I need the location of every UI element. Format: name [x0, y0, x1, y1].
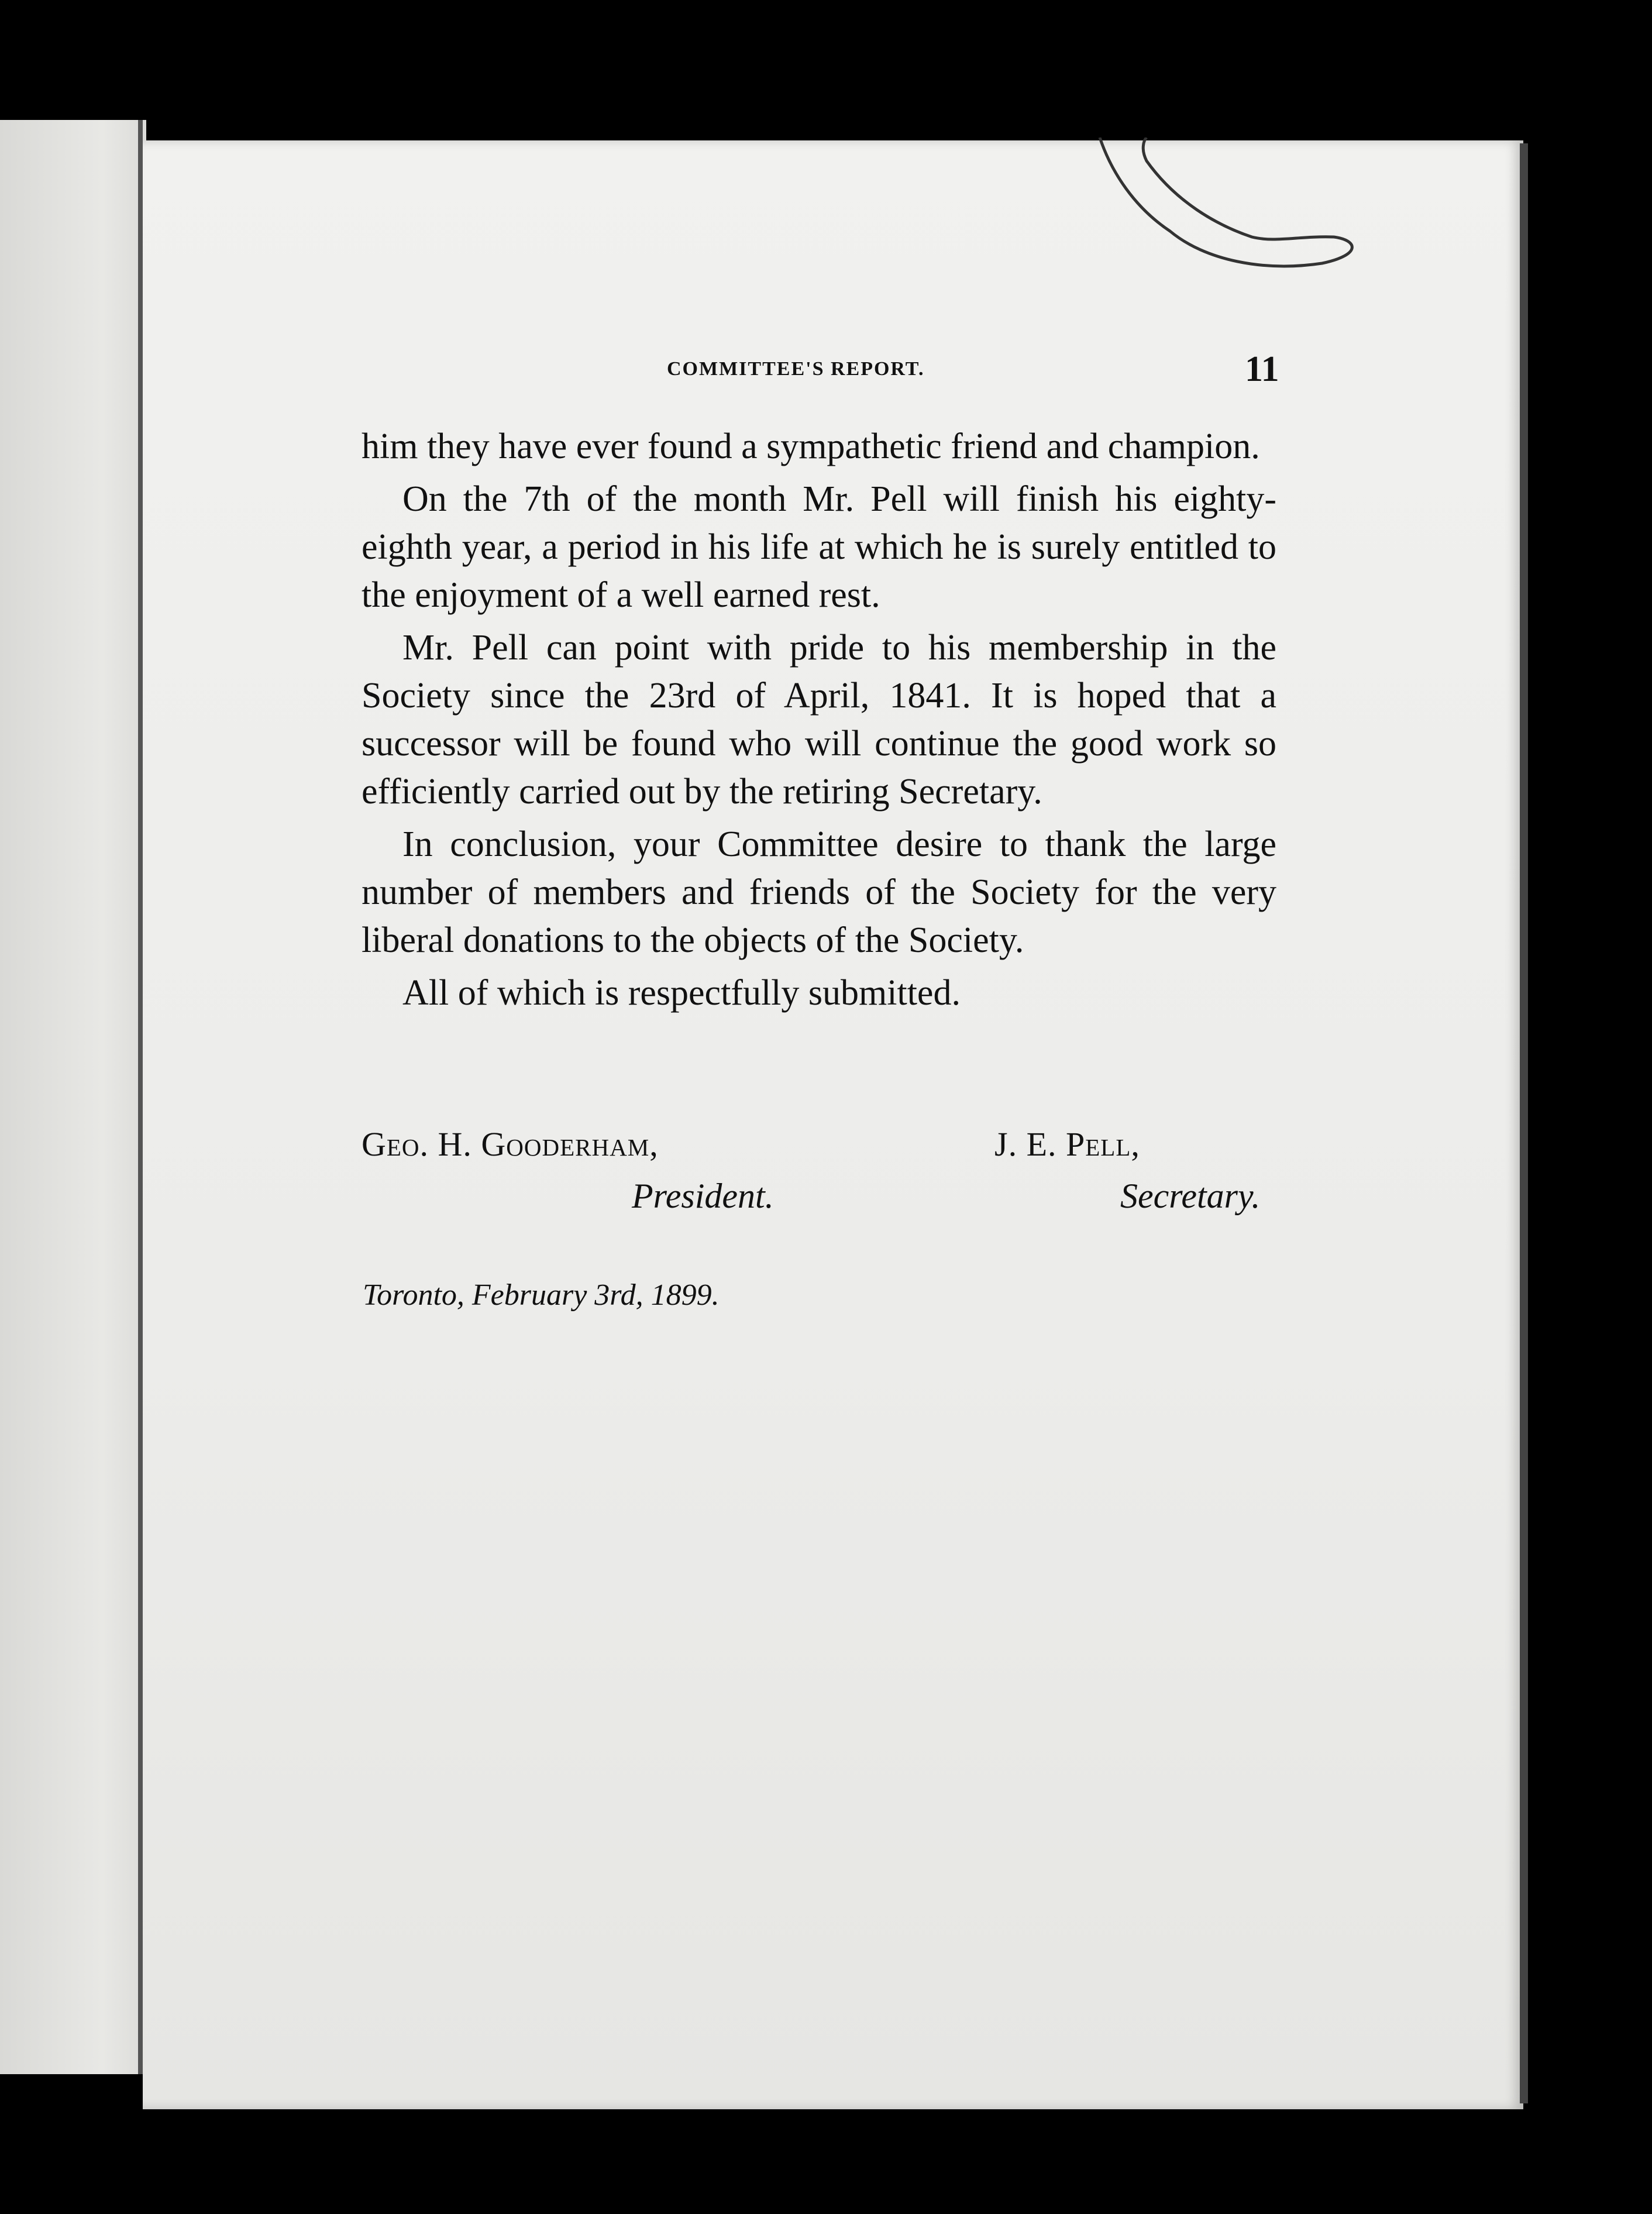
signatory-name-president: Geo. H. Gooderham,: [362, 1125, 659, 1163]
report-body: [362, 422, 1276, 1022]
page-number: 11: [1245, 349, 1279, 389]
stray-thread-mark: [1088, 137, 1363, 301]
paragraph: In conclusion, your Committee desire to thank the large number of members and friends of the Society for the very liberal donations to the objects of the Society.: [362, 824, 1276, 960]
signatory-title-secretary: Secretary.: [1120, 1177, 1261, 1215]
running-head: COMMITTEE'S REPORT.: [667, 358, 925, 380]
dateline: Toronto, February 3rd, 1899.: [363, 1278, 720, 1312]
paragraph: On the 7th of the month Mr. Pell will finish his eighty-eighth year, a period in his life at which he is surely entitled to the enjoyment of a well earned rest.: [362, 479, 1276, 615]
page-edge-shadow: [1520, 143, 1528, 2103]
signatory-name-secretary: J. E. Pell,: [994, 1125, 1140, 1163]
paragraph: Mr. Pell can point with pride to his membership in the Society since the 23rd of April, 1841. It is hoped that a successor will be found who will continue the good work so efficiently carried out by the retiring Secretary.: [362, 628, 1276, 812]
paragraph: All of which is respectfully submitted.: [402, 973, 961, 1013]
facing-page-edge: [0, 120, 146, 2074]
paragraph: him they have ever found a sympathetic friend and champion.: [362, 427, 1260, 466]
signatory-title-president: President.: [632, 1177, 774, 1215]
book-gutter: [138, 120, 143, 2074]
